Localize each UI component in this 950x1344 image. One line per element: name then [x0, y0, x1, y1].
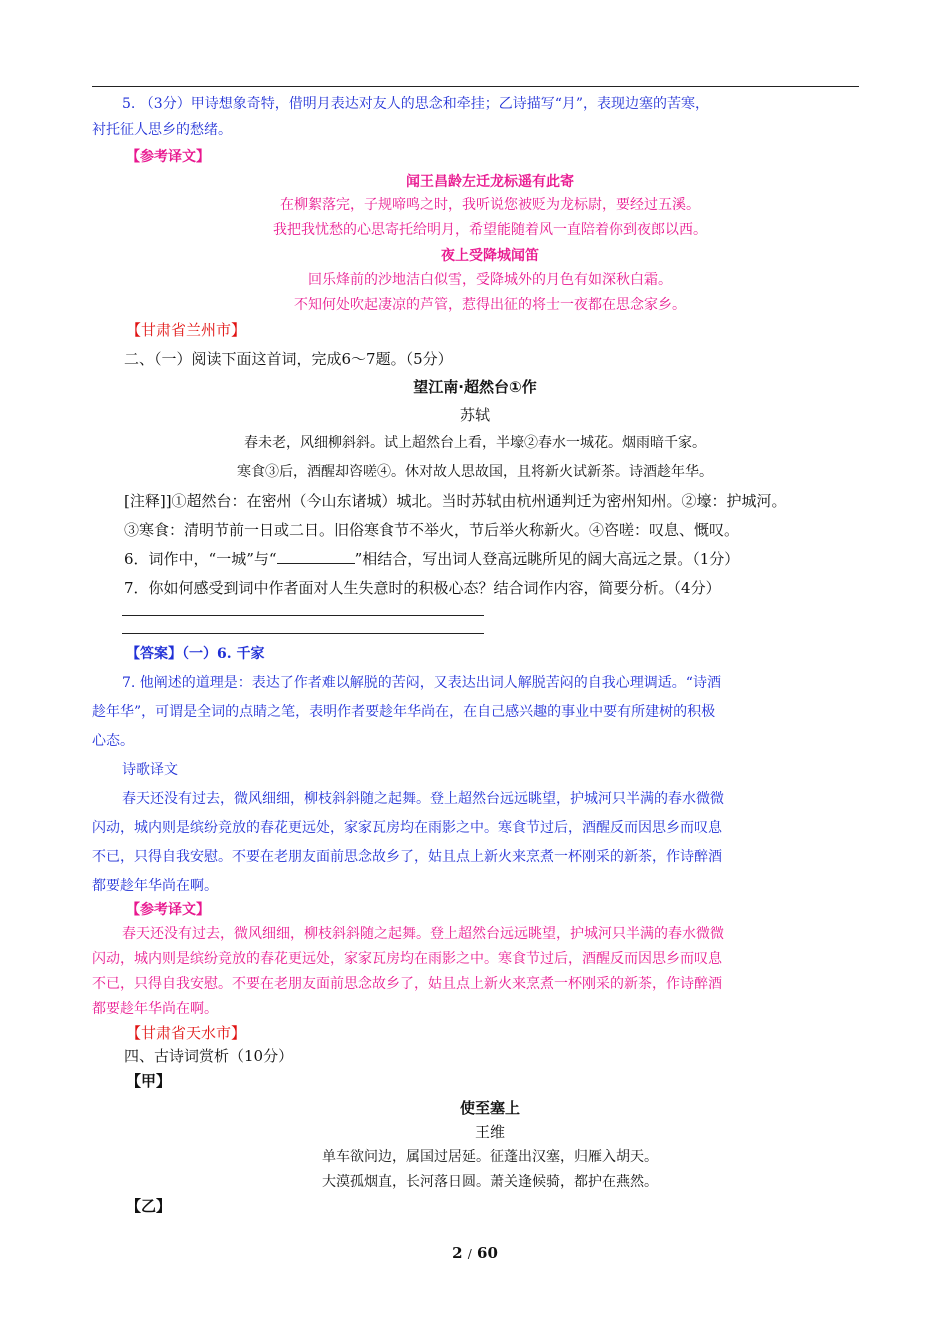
translation-heading: 诗歌译文	[122, 762, 178, 778]
answer-line[interactable]	[122, 633, 484, 634]
region-label-lanzhou: 【甘肃省兰州市】	[126, 321, 247, 339]
translation-line: 春天还没有过去，微风细细，柳枝斜斜随之起舞。登上超然台远远眺望，护城河只半满的春水微微	[122, 926, 724, 942]
poem-line: 寒食③后，酒醒却咨嗟④。休对故人思故国，且将新火试新茶。诗酒趁年华。	[237, 464, 713, 480]
answer-line[interactable]	[122, 615, 484, 616]
translation-line: 春天还没有过去，微风细细，柳枝斜斜随之起舞。登上超然台远远眺望，护城河只半满的春水微微	[122, 791, 724, 807]
poem-title: 使至塞上	[459, 1099, 520, 1117]
region-label-tianshui: 【甘肃省天水市】	[126, 1024, 247, 1042]
poem-marker-jia: 【甲】	[126, 1072, 172, 1090]
translation-line: 不已，只得自我安慰。不要在老朋友面前思念故乡了，姑且点上新火来烹煮一杯刚采的新茶，作诗醉酒	[92, 976, 722, 992]
poem-author: 苏轼	[459, 406, 490, 424]
question-6-text-before: 6．词作中，“一城”与“	[124, 550, 277, 568]
poem-line: 春未老，风细柳斜斜。试上超然台上看，半壕②春水一城花。烟雨暗千家。	[244, 435, 706, 451]
page-number	[0, 1244, 950, 1262]
translation-line: 闪动，城内则是缤纷竞放的春花更远处，家家瓦房均在雨影之中。寒食节过后，酒醒反而因思乡而叹息	[92, 820, 722, 836]
q5-answer-line1: 5. （3分）甲诗想象奇特，借明月表达对友人的思念和牵挂；乙诗描写“月”，表现边塞的苦寒，	[122, 96, 710, 112]
section-heading: 四、古诗词赏析（10分）	[124, 1047, 294, 1065]
translation-line: 不知何处吹起凄凉的芦管，惹得出征的将士一夜都在思念家乡。	[294, 297, 686, 313]
question-7: 7．你如何感受到词中作者面对人生失意时的积极心态？结合词作内容，简要分析。（4分）	[124, 579, 721, 597]
translation-line: 我把我忧愁的心思寄托给明月，希望能随着风一直陪着你到夜郎以西。	[273, 222, 707, 238]
answer-7-line: 心态。	[92, 733, 134, 749]
ref-translation-label: 【参考译文】	[126, 149, 210, 165]
answer-label: 【答案】（一）6. 千家	[126, 646, 265, 662]
poem-title: 望江南·超然台①作	[413, 378, 537, 396]
question-6-text-after: ”相结合，写出词人登高远眺所见的阔大高远之景。（1分）	[354, 550, 740, 568]
poem-marker-yi: 【乙】	[126, 1197, 172, 1215]
answer-7-line: 趁年华”，可谓是全词的点睛之笔，表明作者要趁年华尚在，在自己感兴趣的事业中要有所建树的积极	[92, 704, 716, 720]
fill-in-blank[interactable]	[277, 549, 355, 564]
poem-line: 单车欲问边，属国过居延。征蓬出汉塞，归雁入胡天。	[322, 1149, 658, 1165]
section-heading: 二、（一）阅读下面这首词，完成6～7题。（5分）	[124, 350, 453, 368]
ref-translation-label: 【参考译文】	[126, 902, 210, 918]
translation-line: 不已，只得自我安慰。不要在老朋友面前思念故乡了，姑且点上新火来烹煮一杯刚采的新茶，作诗醉酒	[92, 849, 722, 865]
translation-line: 在柳絮落完，子规啼鸣之时，我听说您被贬为龙标尉，要经过五溪。	[280, 197, 700, 213]
page-separator: /	[467, 1247, 472, 1261]
translation-line: 都要趁年华尚在啊。	[92, 878, 218, 894]
page-current: 2	[452, 1244, 463, 1262]
poem-title-2: 夜上受降城闻笛	[441, 248, 539, 264]
translation-line: 回乐烽前的沙地洁白似雪，受降城外的月色有如深秋白霜。	[308, 272, 672, 288]
translation-line: 都要趁年华尚在啊。	[92, 1001, 218, 1017]
question-6	[124, 549, 894, 569]
poem-author: 王维	[474, 1123, 505, 1141]
page-total: 60	[477, 1244, 498, 1262]
poem-title-1: 闻王昌龄左迁龙标遥有此寄	[406, 174, 574, 190]
answer-7-line: 7. 他阐述的道理是：表达了作者难以解脱的苦闷，又表达出词人解脱苦闷的自我心理调适。“诗酒	[122, 675, 721, 691]
translation-line: 闪动，城内则是缤纷竞放的春花更远处，家家瓦房均在雨影之中。寒食节过后，酒醒反而因思乡而叹息	[92, 951, 722, 967]
annotation-line: ③寒食：清明节前一日或二日。旧俗寒食节不举火，节后举火称新火。④咨嗟：叹息、慨叹。	[124, 521, 740, 539]
poem-line: 大漠孤烟直，长河落日圆。萧关逢候骑，都护在燕然。	[322, 1174, 658, 1190]
q5-answer-line2: 衬托征人思乡的愁绪。	[92, 122, 232, 138]
annotation-line: [注释]]①超然台：在密州（今山东诸城）城北。当时苏轼由杭州通判迁为密州知州。②壕：护城河。	[124, 492, 787, 510]
header-rule	[92, 86, 859, 87]
